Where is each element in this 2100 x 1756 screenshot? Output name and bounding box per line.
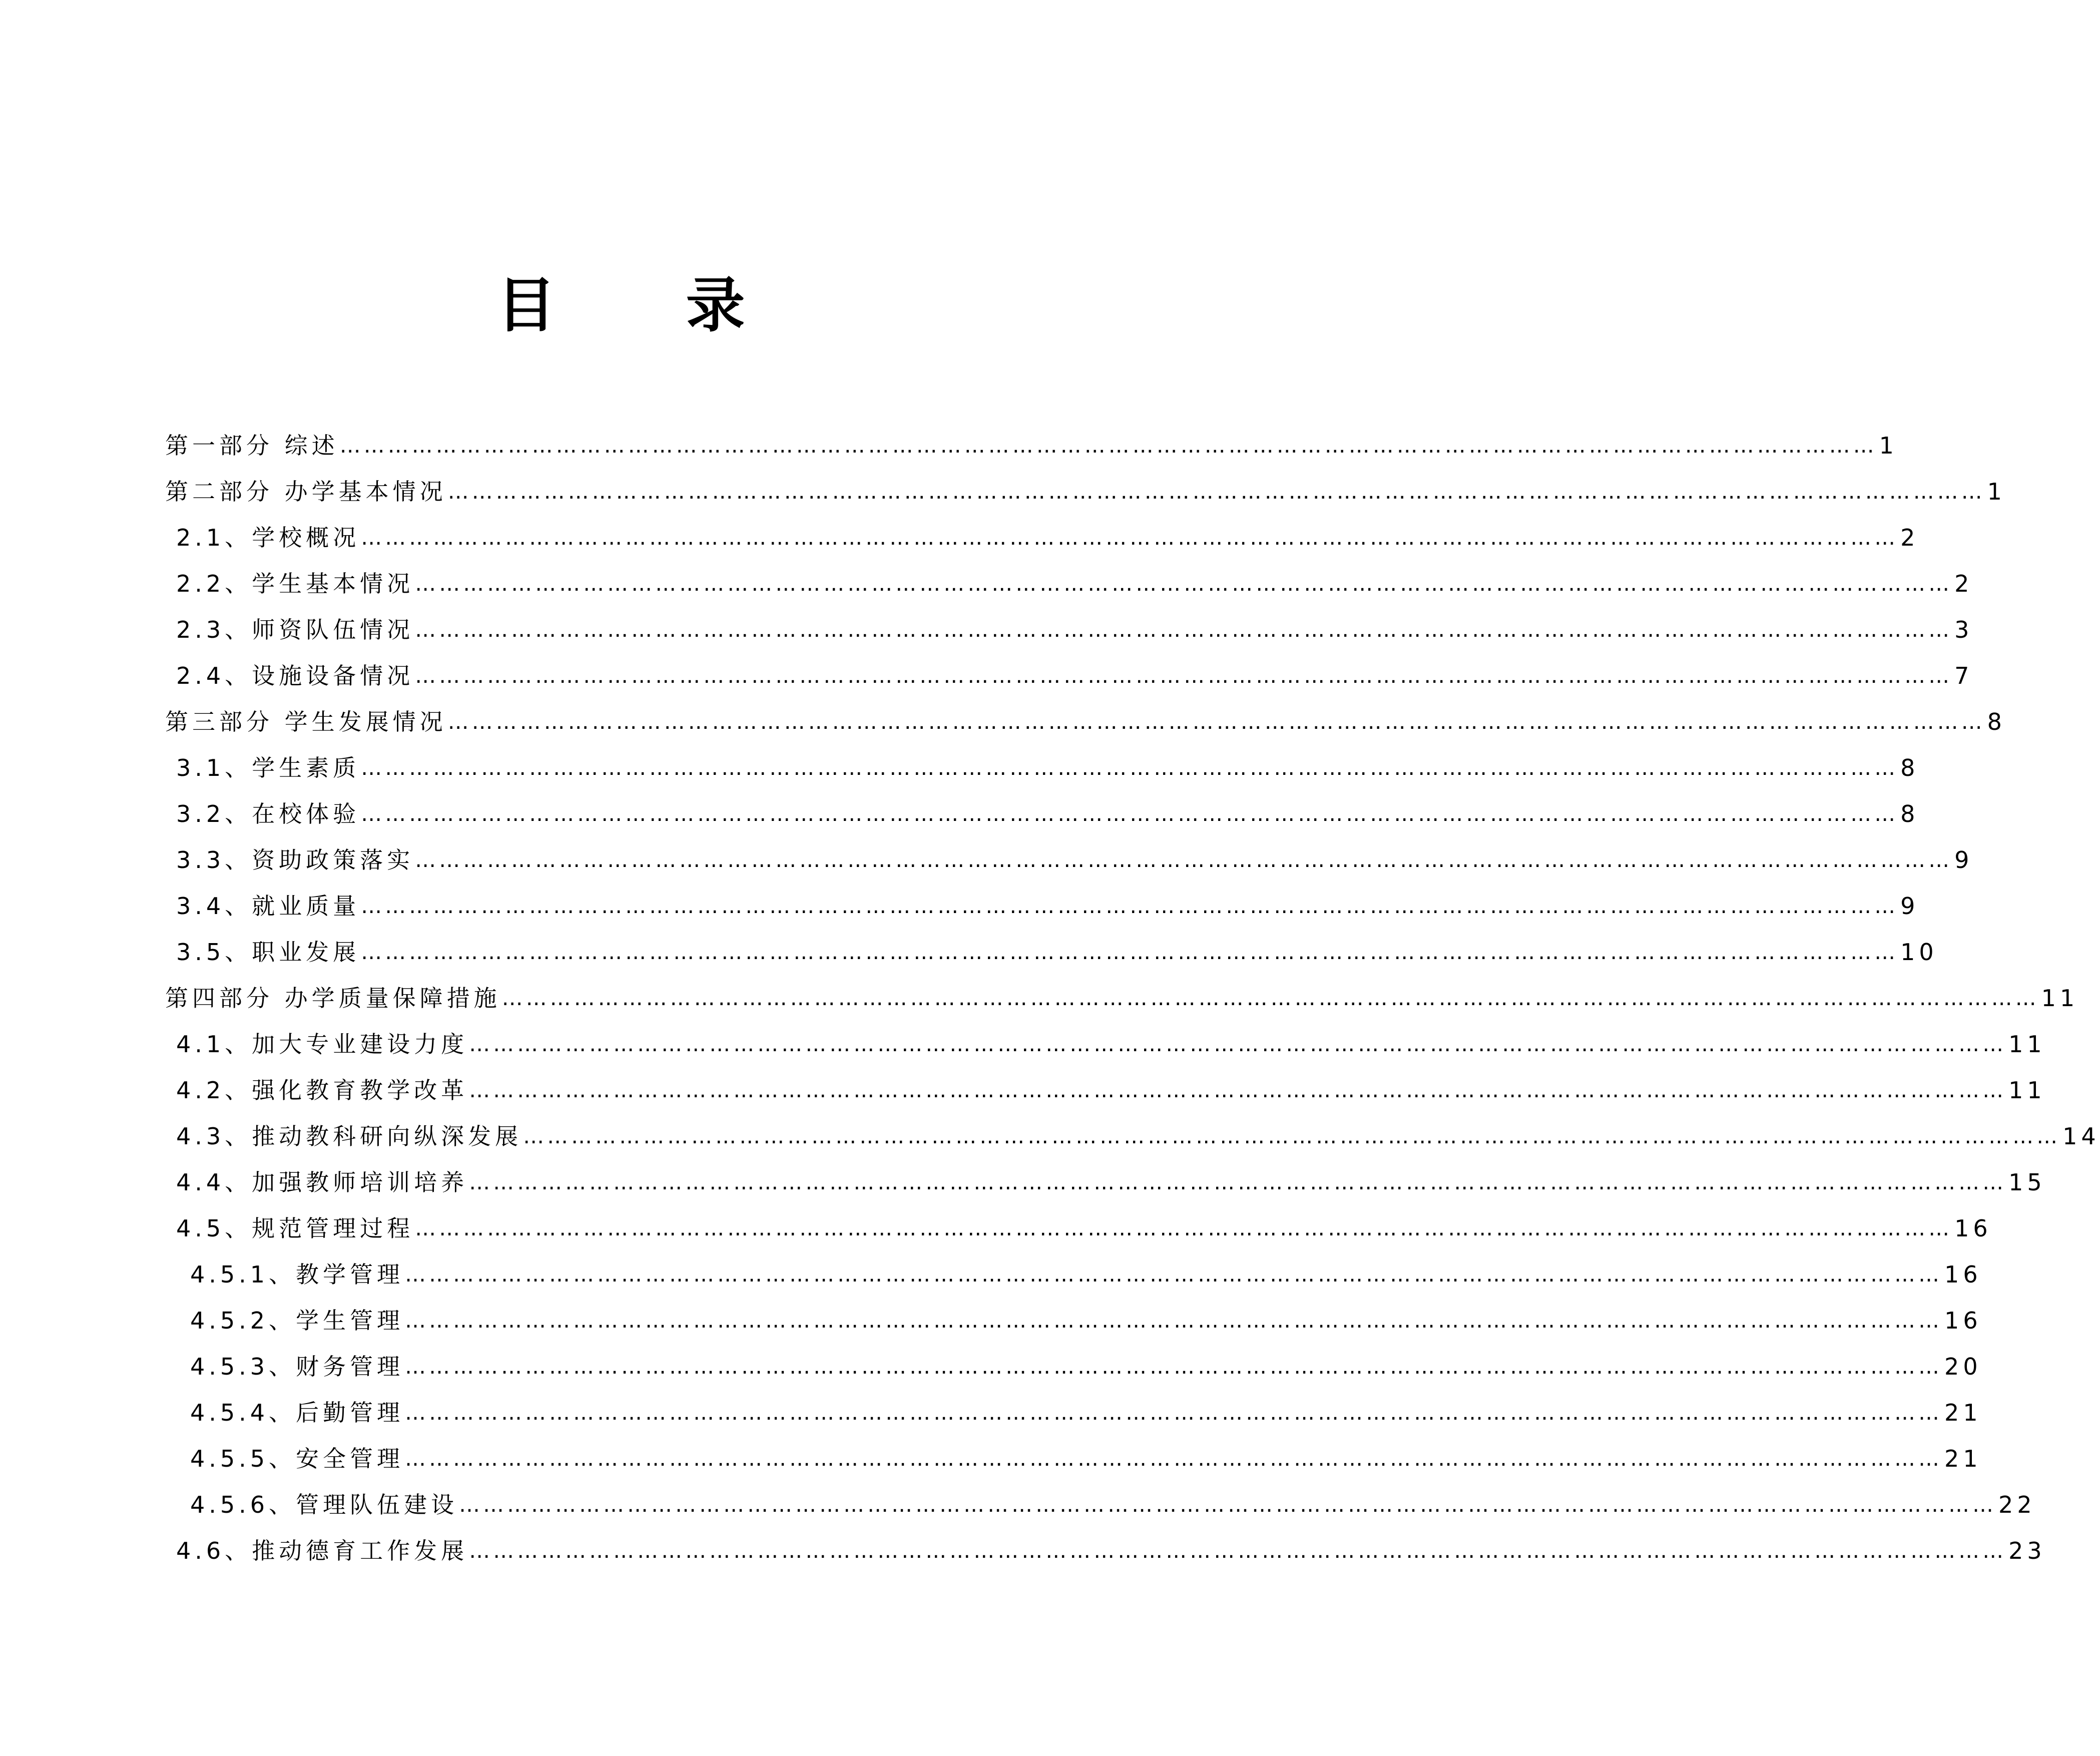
toc-entry[interactable] <box>165 553 1973 599</box>
toc-entry[interactable] <box>165 1151 2046 1197</box>
toc-entry-label: 2.3、师资队伍情况 <box>176 616 414 643</box>
toc-entry[interactable] <box>165 783 1919 829</box>
toc-entry-label: 2.4、设施设备情况 <box>176 662 414 689</box>
toc-dot-leader: ………………………………………………………………………………………………………………………………………………………………………… <box>415 663 1953 688</box>
toc-dot-leader: ………………………………………………………………………………………………………………………………………………………………………… <box>501 986 2039 1010</box>
toc-page-number: 22 <box>1998 1491 2036 1518</box>
toc-entry[interactable] <box>165 507 1919 553</box>
toc-page-number: 16 <box>1954 1215 1992 1242</box>
toc-entry[interactable] <box>165 1520 2046 1566</box>
toc-entry-label: 4.6、推动德育工作发展 <box>176 1537 468 1564</box>
toc-entry[interactable] <box>165 461 2006 507</box>
toc-dot-leader: ………………………………………………………………………………………………………………………………………………………………………… <box>469 1078 2007 1102</box>
toc-dot-leader: ………………………………………………………………………………………………………………………………………………………………………… <box>447 479 1985 504</box>
toc-entry-label: 4.5.5、安全管理 <box>190 1445 404 1472</box>
toc-entry[interactable] <box>165 1428 1982 1474</box>
toc-dot-leader: ………………………………………………………………………………………………………………………………………………………………………… <box>405 1446 1943 1471</box>
toc-dot-leader: ………………………………………………………………………………………………………………………………………………………………………… <box>415 1216 1953 1240</box>
toc-entry[interactable] <box>165 1059 2046 1105</box>
toc-entry[interactable] <box>165 1197 1992 1243</box>
toc-page-number: 11 <box>2041 985 2079 1012</box>
toc-entry-label: 3.3、资助政策落实 <box>176 846 414 873</box>
toc-entry-label: 4.5.6、管理队伍建设 <box>190 1491 458 1518</box>
toc-entry[interactable] <box>165 1382 1982 1428</box>
toc-dot-leader: ………………………………………………………………………………………………………………………………………………………………………… <box>361 755 1899 780</box>
toc-entry-label: 4.5.2、学生管理 <box>190 1307 404 1334</box>
toc-dot-leader: ………………………………………………………………………………………………………………………………………………………………………… <box>405 1354 1943 1379</box>
toc-page-number: 8 <box>1900 754 1919 781</box>
toc-entry-label: 4.5、规范管理过程 <box>176 1215 414 1242</box>
toc-dot-leader: ………………………………………………………………………………………………………………………………………………………………………… <box>469 1032 2007 1056</box>
toc-entry[interactable] <box>165 645 1973 691</box>
toc-page-number: 21 <box>1944 1399 1982 1426</box>
toc-entry[interactable] <box>165 1013 2046 1059</box>
toc-page-number: 15 <box>2008 1169 2046 1196</box>
toc-dot-leader: ………………………………………………………………………………………………………………………………………………………………………… <box>405 1262 1943 1286</box>
toc-entry[interactable] <box>165 737 1919 783</box>
toc-page-number: 1 <box>1879 432 1898 459</box>
toc-entry-label: 4.2、强化教育教学改革 <box>176 1077 468 1104</box>
toc-entry[interactable] <box>165 1243 1982 1289</box>
toc-entry-label: 4.3、推动教科研向纵深发展 <box>176 1123 522 1150</box>
toc-page-number: 16 <box>1944 1307 1982 1334</box>
toc-page-number: 7 <box>1954 662 1973 689</box>
toc-entry[interactable] <box>165 967 2079 1013</box>
table-of-contents <box>165 414 2100 1566</box>
toc-dot-leader: ………………………………………………………………………………………………………………………………………………………………………… <box>361 940 1899 964</box>
toc-page-number: 21 <box>1944 1445 1982 1472</box>
toc-page-number: 1 <box>1987 478 2006 505</box>
toc-dot-leader: ………………………………………………………………………………………………………………………………………………………………………… <box>339 433 1877 458</box>
toc-entry-label: 4.5.3、财务管理 <box>190 1353 404 1380</box>
toc-page-number: 14 <box>2062 1123 2100 1150</box>
toc-dot-leader: ………………………………………………………………………………………………………………………………………………………………………… <box>447 709 1985 734</box>
toc-dot-leader: ………………………………………………………………………………………………………………………………………………………………………… <box>469 1170 2007 1194</box>
toc-page-number: 16 <box>1944 1261 1982 1288</box>
toc-page-number: 20 <box>1944 1353 1982 1380</box>
toc-page-number: 11 <box>2008 1031 2046 1058</box>
toc-entry[interactable] <box>165 1474 2036 1520</box>
toc-dot-leader: ………………………………………………………………………………………………………………………………………………………………………… <box>361 525 1899 550</box>
toc-entry[interactable] <box>165 875 1919 921</box>
toc-page-number: 8 <box>1900 800 1919 827</box>
toc-entry[interactable] <box>165 1336 1982 1382</box>
toc-entry-label: 第四部分 办学质量保障措施 <box>165 985 501 1012</box>
toc-dot-leader: ………………………………………………………………………………………………………………………………………………………………………… <box>415 571 1953 596</box>
toc-entry-label: 第三部分 学生发展情况 <box>165 708 447 735</box>
toc-entry[interactable] <box>165 921 1938 967</box>
toc-entry[interactable] <box>165 691 2006 737</box>
toc-dot-leader: ………………………………………………………………………………………………………………………………………………………………………… <box>415 847 1953 872</box>
toc-entry-label: 4.5.4、后勤管理 <box>190 1399 404 1426</box>
toc-page-number: 11 <box>2008 1077 2046 1104</box>
toc-entry-label: 4.4、加强教师培训培养 <box>176 1169 468 1196</box>
toc-dot-leader: ………………………………………………………………………………………………………………………………………………………………………… <box>523 1124 2061 1148</box>
toc-entry[interactable] <box>165 1105 2100 1151</box>
toc-dot-leader: ………………………………………………………………………………………………………………………………………………………………………… <box>361 894 1899 918</box>
toc-entry-label: 3.1、学生素质 <box>176 754 360 781</box>
toc-dot-leader: ………………………………………………………………………………………………………………………………………………………………………… <box>405 1308 1943 1333</box>
toc-page-number: 23 <box>2008 1537 2046 1564</box>
toc-dot-leader: ………………………………………………………………………………………………………………………………………………………………………… <box>415 617 1953 642</box>
toc-entry[interactable] <box>165 1289 1982 1336</box>
toc-page-number: 2 <box>1954 570 1973 597</box>
toc-entry-label: 2.2、学生基本情况 <box>176 570 414 597</box>
toc-entry-label: 4.1、加大专业建设力度 <box>176 1031 468 1058</box>
toc-dot-leader: ………………………………………………………………………………………………………………………………………………………………………… <box>459 1492 1997 1517</box>
toc-entry[interactable] <box>165 829 1973 875</box>
toc-page-number: 8 <box>1987 708 2006 735</box>
toc-entry-label: 4.5.1、教学管理 <box>190 1261 404 1288</box>
toc-page-number: 10 <box>1900 939 1938 966</box>
toc-dot-leader: ………………………………………………………………………………………………………………………………………………………………………… <box>361 801 1899 826</box>
toc-page-number: 3 <box>1954 616 1973 643</box>
toc-entry-label: 2.1、学校概况 <box>176 524 360 551</box>
toc-dot-leader: ………………………………………………………………………………………………………………………………………………………………………… <box>469 1538 2007 1563</box>
toc-page-number: 2 <box>1900 524 1919 551</box>
toc-entry-label: 3.2、在校体验 <box>176 800 360 827</box>
toc-page-number: 9 <box>1954 846 1973 873</box>
page-title: 目录 <box>496 270 875 340</box>
toc-entry-label: 第一部分 综述 <box>165 432 339 459</box>
toc-entry[interactable] <box>165 414 1898 461</box>
toc-entry-label: 3.5、职业发展 <box>176 939 360 966</box>
toc-entry-label: 第二部分 办学基本情况 <box>165 478 447 505</box>
toc-dot-leader: ………………………………………………………………………………………………………………………………………………………………………… <box>405 1400 1943 1425</box>
toc-entry-label: 3.4、就业质量 <box>176 893 360 920</box>
toc-entry[interactable] <box>165 599 1973 645</box>
toc-page-number: 9 <box>1900 893 1919 920</box>
